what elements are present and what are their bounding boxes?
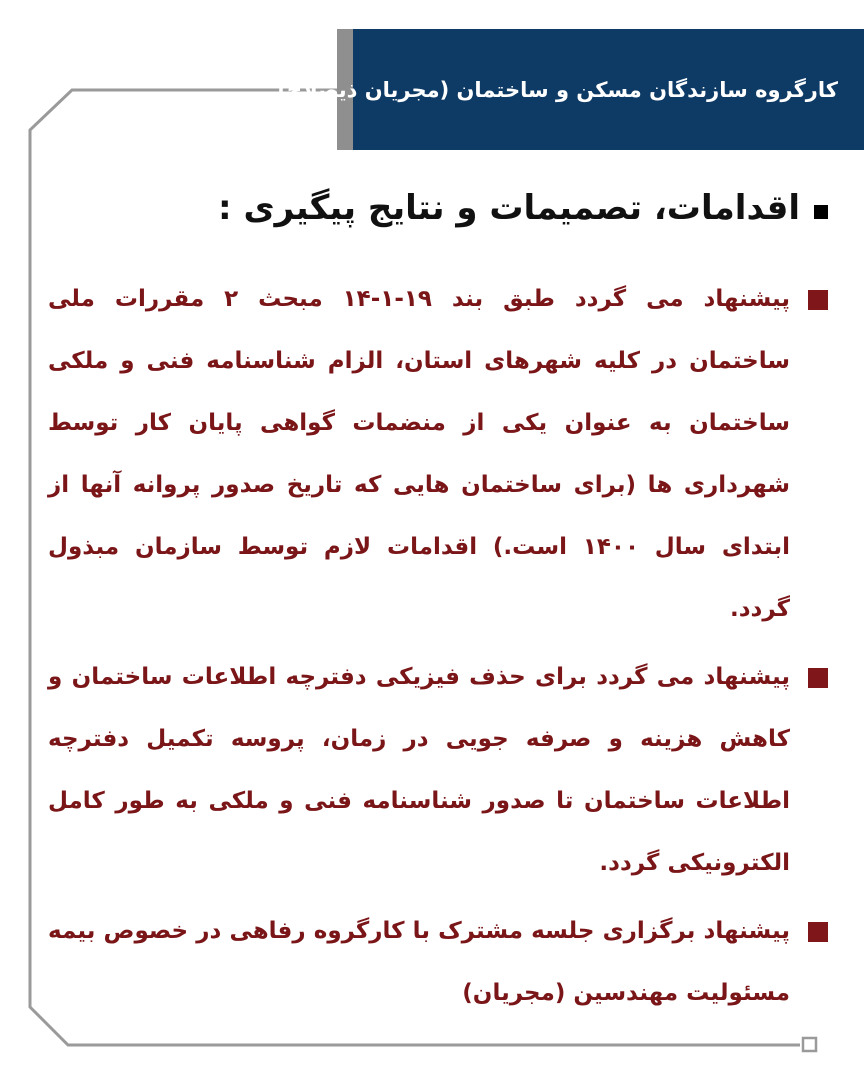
square-bullet-icon — [808, 290, 828, 310]
frame-end-marker — [803, 1038, 816, 1051]
square-bullet-icon — [808, 668, 828, 688]
header-title: کارگروه سازندگان مسکن و ساختمان (مجریان ذیصلاح) — [277, 77, 838, 102]
action-items-list — [48, 268, 828, 1030]
list-item — [48, 646, 828, 894]
section-heading — [88, 188, 828, 228]
heading-bullet-icon — [814, 205, 828, 219]
list-item-text: پیشنهاد برگزاری جلسه مشترک با کارگروه رفاهی در خصوص بیمه مسئولیت مهندسین (مجریان) — [48, 918, 790, 1006]
section-heading-text: اقدامات، تصمیمات و نتایج پیگیری : — [218, 188, 800, 228]
list-item-text: پیشنهاد می گردد برای حذف فیزیکی دفترچه اطلاعات ساختمان و کاهش هزینه و صرفه جویی در زمان، پروسه تکمیل دفترچه اطلاعات ساختمان تا صدور شناسنامه فنی و ملکی به طور کامل الکترونیکی گردد. — [48, 664, 790, 876]
header-bar — [277, 29, 864, 150]
list-item-text: پیشنهاد می گردد طبق بند ۱۹-۱-۱۴ مبحث ۲ مقررات ملی ساختمان در کلیه شهرهای استان، الزام شناسنامه فنی و ملکی ساختمان به عنوان یکی از منضمات گواهی پایان کار توسط شهرداری ها (برای ساختمان هایی که تاریخ صدور پروانه آنها از ابتدای سال ۱۴۰۰ است.) اقدامات لازم توسط سازمان مبذول گردد. — [48, 286, 790, 622]
square-bullet-icon — [808, 922, 828, 942]
list-item — [48, 268, 828, 640]
list-item — [48, 900, 828, 1024]
